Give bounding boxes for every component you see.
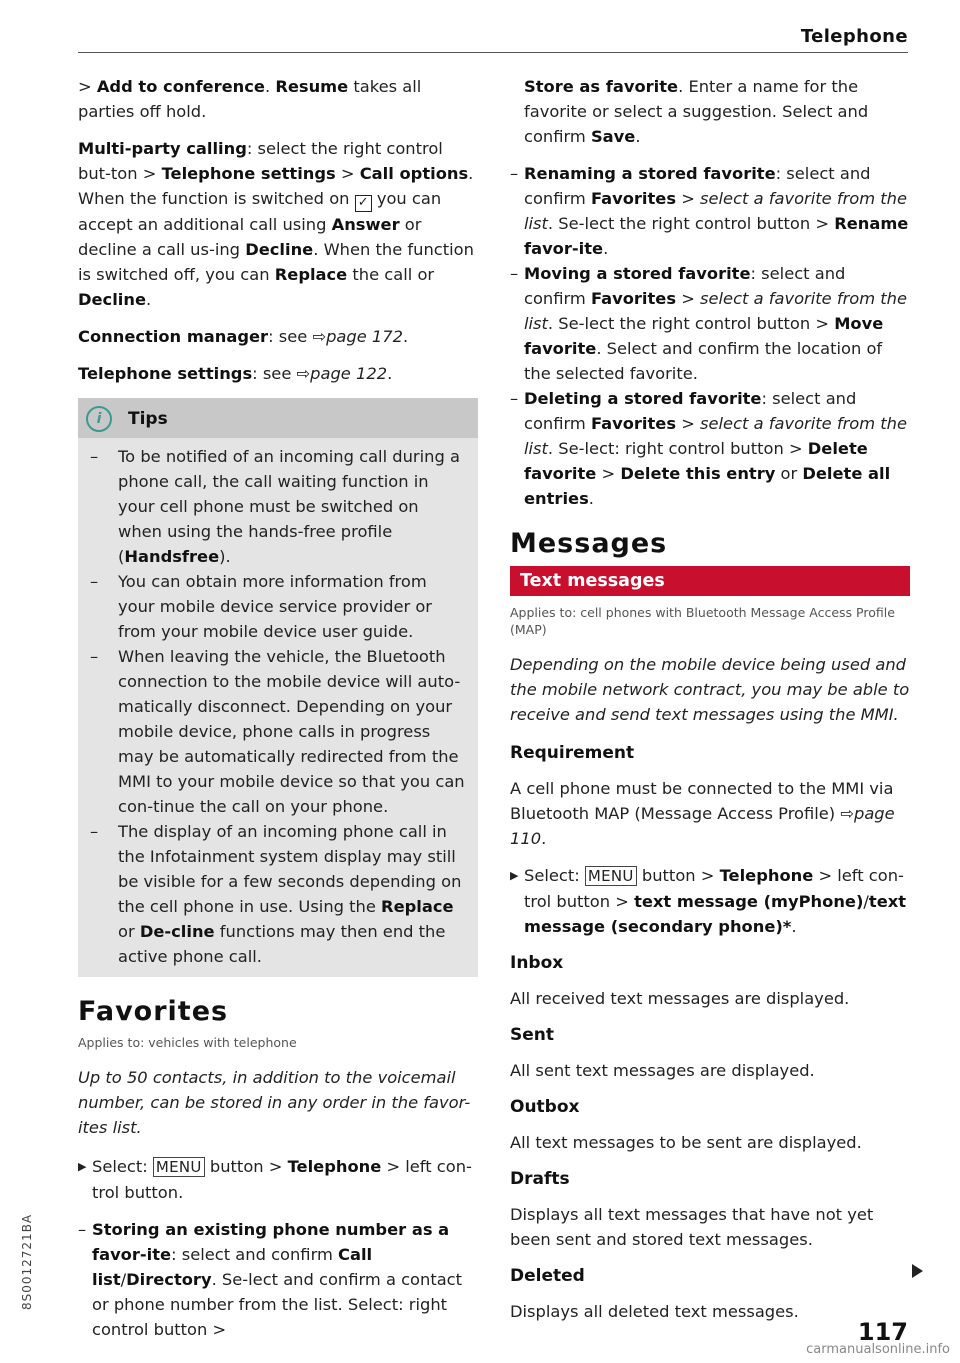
- favorites-intro: Up to 50 contacts, in addition to the voicemail number, can be stored in any order in the favor-ites list.: [78, 1068, 471, 1137]
- tip-item: – To be notified of an incoming call during a phone call, the call waiting function in your cell phone must be switched on when using the hands-free profile (Handsfree).: [90, 444, 466, 569]
- page-header: [78, 26, 908, 53]
- step-item: ▶ Select: MENU button > Telephone > left con-trol button > text message (myPhone)/text message (secondary phone)*.: [510, 863, 910, 939]
- tips-header: [78, 398, 478, 438]
- checkbox-checked-icon: ✓: [355, 195, 372, 212]
- heading-requirement: Requirement: [510, 743, 635, 763]
- applies-to-note: Applies to: cell phones with Bluetooth Message Access Profile (MAP): [510, 605, 895, 637]
- heading-sent: Sent: [510, 1025, 555, 1045]
- tips-label: Tips: [128, 409, 168, 429]
- info-icon: i: [86, 406, 112, 432]
- messages-intro: Depending on the mobile device being used and the mobile network contract, you may be able to receive and send text messages using the MMI.: [510, 655, 910, 724]
- applies-to-note: Applies to: vehicles with telephone: [78, 1035, 297, 1050]
- drafts-text: Displays all text messages that have not yet been sent and stored text messages.: [510, 1205, 874, 1249]
- menu-key: MENU: [585, 866, 637, 886]
- right-column: [510, 74, 910, 1336]
- paragraph-connection-manager: Connection manager: see ⇨page 172.: [78, 327, 409, 346]
- list-item-rename: – Renaming a stored favorite: select and confirm Favorites > select a favorite from the list. Se-lect the right control button > Rename favor-ite.: [510, 161, 910, 261]
- tip-item: – When leaving the vehicle, the Bluetooth connection to the mobile device will auto-matically disconnect. Depending on your mobile device, phone calls in progress may be automatically redirected from the MMI to your mobile device so that you can con-tinue the call on your phone.: [90, 644, 466, 819]
- subheading-text-messages: Text messages: [510, 566, 910, 596]
- continue-arrow-icon: [912, 1264, 923, 1278]
- left-column: [78, 74, 478, 1342]
- list-item-delete: – Deleting a stored favorite: select and confirm Favorites > select a favorite from the list. Se-lect: right control button > Delete favorite > Delete this entry or Delete all entries.: [510, 386, 910, 511]
- paragraph-conference: > Add to conference. Resume takes all parties off hold.: [78, 77, 422, 121]
- heading-messages: Messages: [510, 528, 668, 559]
- deleted-text: Displays all deleted text messages.: [510, 1302, 799, 1321]
- heading-favorites: Favorites: [78, 996, 229, 1027]
- heading-drafts: Drafts: [510, 1169, 570, 1189]
- list-item-storing: – Storing an existing phone number as a favor-ite: select and confirm Call list/Directory. Se-lect and confirm a contact or phone number from the list. Select: right control button >: [78, 1217, 478, 1342]
- step-arrow-icon: ▶: [510, 869, 519, 882]
- menu-key: MENU: [153, 1157, 205, 1177]
- list-item-move: – Moving a stored favorite: select and confirm Favorites > select a favorite from the list. Se-lect the right control button > Move favorite. Select and confirm the location of the selected favorite.: [510, 261, 910, 386]
- sent-text: All sent text messages are displayed.: [510, 1061, 815, 1080]
- heading-deleted: Deleted: [510, 1266, 585, 1286]
- step-item: ▶ Select: MENU button > Telephone > left con-trol button.: [78, 1154, 478, 1205]
- paragraph-telephone-settings: Telephone settings: see ⇨page 122.: [78, 364, 393, 383]
- heading-outbox: Outbox: [510, 1097, 580, 1117]
- outbox-text: All text messages to be sent are displayed.: [510, 1133, 862, 1152]
- inbox-text: All received text messages are displayed.: [510, 989, 850, 1008]
- section-title: Telephone: [800, 26, 908, 47]
- document-code: 8S0012721BA: [20, 1213, 34, 1310]
- step-arrow-icon: ▶: [78, 1160, 87, 1173]
- tip-item: – The display of an incoming phone call in the Infotainment system display may still be visible for a few seconds depending on the cell phone in use. Using the Replace or De-cline functions may then end the active phone call.: [90, 819, 466, 969]
- page-link[interactable]: ⇨page 122: [296, 364, 388, 383]
- heading-inbox: Inbox: [510, 953, 564, 973]
- tips-body: [78, 438, 478, 969]
- page-number: 117: [857, 1318, 908, 1346]
- requirement-text: A cell phone must be connected to the MMI via Bluetooth MAP (Message Access Profile) ⇨page 110.: [510, 779, 895, 848]
- page-link[interactable]: ⇨page 110: [510, 804, 895, 848]
- tip-item: – You can obtain more information from your mobile device service provider or from your mobile device user guide.: [90, 569, 466, 644]
- store-as-favorite-text: Store as favorite. Enter a name for the favorite or select a suggestion. Select and confirm Save.: [524, 77, 869, 146]
- page-link[interactable]: ⇨page 172: [312, 327, 403, 346]
- paragraph-multi-party: Multi-party calling: select the right control but-ton > Telephone settings > Call options. When the function is switched on ✓ you can accept an additional call using Answer or decline a call us-ing Decline. When the function is switched off, you can Replace the call or Decline.: [78, 139, 474, 309]
- tips-box: [78, 398, 478, 977]
- watermark: carmanualsonline.info: [806, 1342, 950, 1357]
